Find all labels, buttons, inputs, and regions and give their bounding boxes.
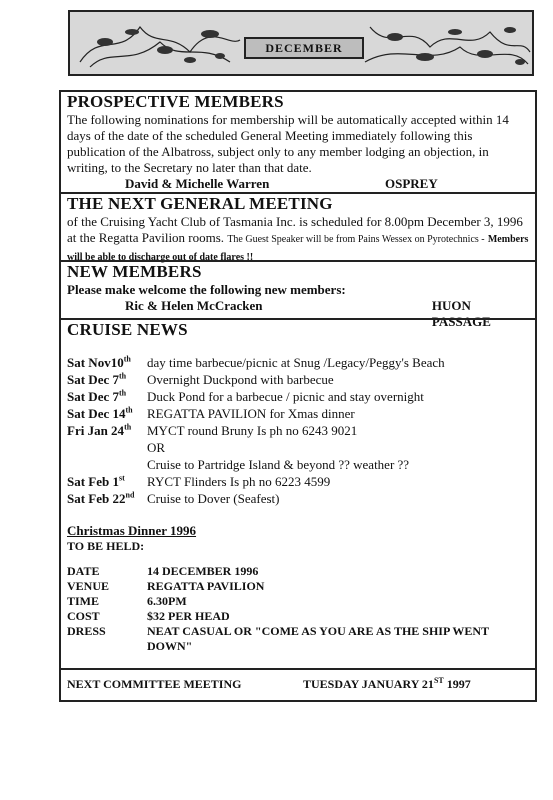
cruise-item-date xyxy=(67,456,147,473)
cruise-item-text: MYCT round Bruny Is ph no 6243 9021 xyxy=(147,423,358,438)
xmas-detail-value: REGATTA PAVILION xyxy=(147,579,265,593)
new-members-section xyxy=(61,260,535,329)
cruise-item-date: Sat Feb 22nd xyxy=(67,490,135,506)
xmas-detail-row xyxy=(67,624,529,654)
general-meeting-text xyxy=(67,214,529,266)
general-meeting-heading: THE NEXT GENERAL MEETING xyxy=(67,194,333,213)
prospective-member-boat: OSPREY xyxy=(385,176,438,191)
cruise-item-text: REGATTA PAVILION for Xmas dinner xyxy=(147,406,355,421)
general-meeting-section xyxy=(61,192,535,263)
xmas-details xyxy=(67,564,529,654)
cruise-item-date: Fri Jan 24th xyxy=(67,422,132,438)
prospective-members-text: The following nominations for membership will be automatically accepted within 14 days of the date of the scheduled General Meeting immediately following this publication of the Albatross, subject only to any member lodging an objection, in writing, to the Secretary no later than that date. xyxy=(67,112,509,175)
flares-note: Members will be able to discharge out of date flares !! xyxy=(67,234,529,263)
new-members-heading: NEW MEMBERS xyxy=(67,262,202,281)
cruise-item xyxy=(67,422,529,439)
xmas-detail-value: 6.30PM xyxy=(147,594,187,608)
month-label: DECEMBER xyxy=(244,37,364,59)
xmas-detail-value: $32 PER HEAD xyxy=(147,609,230,623)
xmas-dinner-subtitle: TO BE HELD: xyxy=(67,539,145,553)
cruise-item-date xyxy=(67,439,147,456)
xmas-detail-key: COST xyxy=(67,609,100,623)
cruise-item-text: Duck Pond for a barbecue / picnic and stay overnight xyxy=(147,389,424,404)
xmas-detail-row xyxy=(67,579,529,594)
cruise-item-date: Sat Dec 7th xyxy=(67,388,127,404)
cruise-item xyxy=(67,473,529,490)
xmas-detail-key: VENUE xyxy=(67,579,110,593)
cruise-item-text: Cruise to Partridge Island & beyond ?? weather ?? xyxy=(147,457,410,472)
cruise-list xyxy=(67,354,529,507)
cruise-item-text: Cruise to Dover (Seafest) xyxy=(147,491,280,506)
prospective-members-section xyxy=(61,92,535,192)
guest-speaker-note: The Guest Speaker will be from Pains Wessex on Pyrotechnics - xyxy=(227,234,485,245)
new-member-name: Ric & Helen McCracken xyxy=(125,298,263,313)
cruise-item-text: OR xyxy=(147,440,166,455)
xmas-detail-key: DRESS xyxy=(67,624,106,638)
general-meeting-details: of the Cruising Yacht Club of Tasmania Inc. is scheduled for 8.00pm December 3, 1996 at the Regatta Pavilion rooms. xyxy=(67,214,523,245)
xmas-detail-row xyxy=(67,564,529,579)
xmas-detail-key: TIME xyxy=(67,594,100,608)
new-members-intro: Please make welcome the following new members: xyxy=(67,282,346,297)
xmas-detail-key: DATE xyxy=(67,564,100,578)
cruise-item xyxy=(67,439,529,456)
cruise-item xyxy=(67,371,529,388)
cruise-item-text: RYCT Flinders Is ph no 6223 4599 xyxy=(147,474,331,489)
cruise-item-date: Sat Dec 14th xyxy=(67,405,133,421)
committee-meeting-row xyxy=(67,677,529,692)
cruise-item xyxy=(67,354,529,371)
xmas-dinner-title: Christmas Dinner 1996 xyxy=(67,523,197,538)
cruise-item-date: Sat Dec 7th xyxy=(67,371,127,387)
newsletter-page xyxy=(59,90,537,702)
cruise-item xyxy=(67,405,529,422)
cruise-item xyxy=(67,490,529,507)
prospective-members-heading: PROSPECTIVE MEMBERS xyxy=(67,92,284,111)
cruise-item-date: Sat Feb 1st xyxy=(67,473,125,489)
xmas-detail-value: NEAT CASUAL OR "COME AS YOU ARE AS THE SHIP WENT DOWN" xyxy=(147,624,489,653)
cruise-item-date: Sat Nov10th xyxy=(67,354,131,370)
cruise-news-section xyxy=(61,318,535,668)
committee-meeting-label: NEXT COMMITTEE MEETING xyxy=(67,677,242,691)
committee-section xyxy=(61,668,535,700)
xmas-detail-row xyxy=(67,594,529,609)
cruise-news-heading: CRUISE NEWS xyxy=(67,320,188,339)
prospective-member-name: David & Michelle Warren xyxy=(125,176,270,191)
committee-meeting-date: TUESDAY JANUARY 21ST 1997 xyxy=(303,676,471,691)
cruise-item-text: day time barbecue/picnic at Snug /Legacy/Peggy's Beach xyxy=(147,355,445,370)
xmas-detail-value: 14 DECEMBER 1996 xyxy=(147,564,259,578)
month-banner xyxy=(68,10,534,76)
prospective-member-entry xyxy=(67,176,529,192)
new-member-boat: HUON PASSAGE xyxy=(431,298,491,329)
cruise-item xyxy=(67,388,529,405)
cruise-item xyxy=(67,456,529,473)
xmas-detail-row xyxy=(67,609,529,624)
cruise-item-text: Overnight Duckpond with barbecue xyxy=(147,372,334,387)
